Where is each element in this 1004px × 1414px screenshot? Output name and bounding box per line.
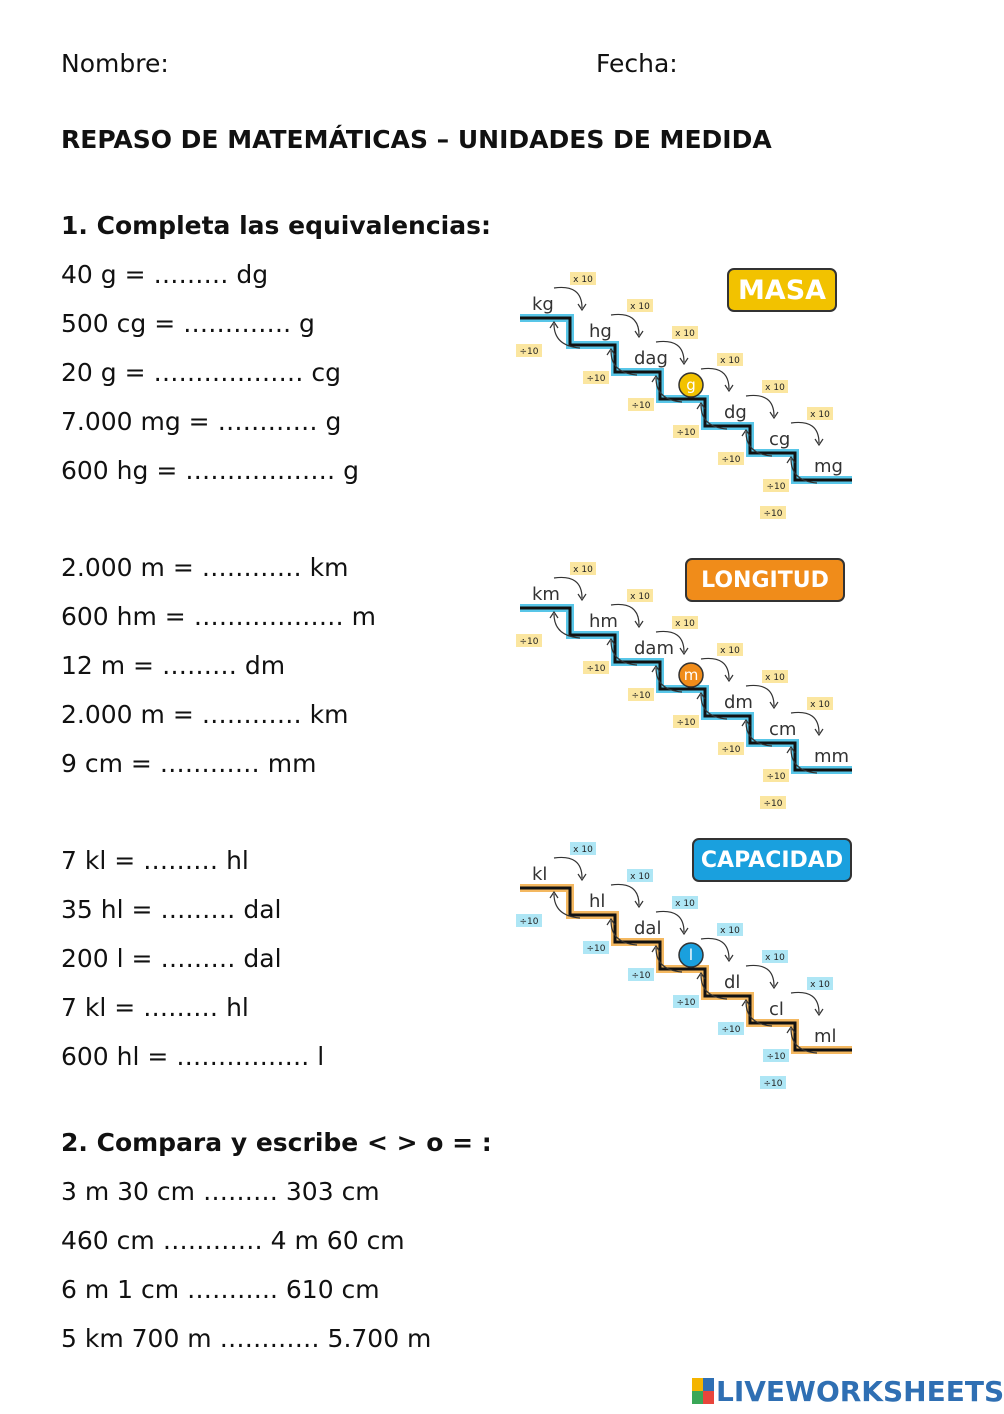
- capacidad-diagram: [510, 828, 855, 1089]
- divide-tag-label: ÷10: [586, 664, 606, 674]
- unit-label: m: [683, 666, 699, 684]
- capacidad-exercise: 600 hl = ……………. l: [61, 1042, 325, 1071]
- unit-label: mm: [814, 746, 850, 767]
- unit-label: dal: [634, 918, 662, 939]
- unit-label: cm: [769, 719, 797, 740]
- divide-tag-label: ÷10: [586, 374, 606, 384]
- section1-heading: 1. Completa las equivalencias:: [61, 211, 491, 240]
- divide-tag-label: ÷10: [519, 917, 539, 927]
- capacidad-exercise: 7 kl = ……… hl: [61, 993, 249, 1022]
- divide-tag-label: ÷10: [763, 1079, 783, 1089]
- multiply-tag-label: x 10: [675, 619, 695, 629]
- unit-label: mg: [814, 456, 843, 477]
- brand-name: LIVEWORKSHEETS: [716, 1374, 1004, 1408]
- longitud-title-badge: LONGITUD: [685, 558, 845, 602]
- unit-label: hg: [589, 321, 612, 342]
- divide-tag-label: ÷10: [721, 1025, 741, 1035]
- unit-label: dag: [634, 348, 668, 369]
- multiply-tag-label: x 10: [765, 383, 785, 393]
- masa-exercise: 40 g = ……… dg: [61, 260, 269, 289]
- multiply-arrow: [701, 658, 729, 679]
- capacidad-exercise: 7 kl = ……… hl: [61, 846, 249, 875]
- multiply-tag-label: x 10: [765, 953, 785, 963]
- unit-label: hl: [589, 891, 606, 912]
- capacidad-title-badge: CAPACIDAD: [692, 838, 852, 882]
- multiply-arrow: [791, 992, 819, 1013]
- multiply-tag-label: x 10: [810, 700, 830, 710]
- liveworksheets-logo: [692, 1373, 1004, 1409]
- multiply-tag-label: x 10: [630, 872, 650, 882]
- masa-title-badge: MASA: [727, 268, 837, 312]
- masa-exercise: 20 g = ……………… cg: [61, 358, 342, 387]
- multiply-tag-label: x 10: [630, 592, 650, 602]
- multiply-tag-label: x 10: [720, 646, 740, 656]
- masa-exercise: 500 cg = …………. g: [61, 309, 315, 338]
- multiply-tag-label: x 10: [630, 302, 650, 312]
- longitud-exercise: 600 hm = ……………… m: [61, 602, 377, 631]
- date-label: Fecha:: [596, 49, 678, 78]
- divide-tag-label: ÷10: [676, 998, 696, 1008]
- staircase-line: [520, 318, 852, 480]
- longitud-exercise: 12 m = ……… dm: [61, 651, 286, 680]
- multiply-arrow: [791, 422, 819, 443]
- divide-tag-label: ÷10: [676, 718, 696, 728]
- masa-exercise: 600 hg = ……………… g: [61, 456, 360, 485]
- capacidad-exercise: 35 hl = ……… dal: [61, 895, 282, 924]
- multiply-tag-label: x 10: [675, 329, 695, 339]
- unit-label: g: [686, 376, 696, 394]
- divide-tag-label: ÷10: [631, 971, 651, 981]
- compare-item: 6 m 1 cm ……….. 610 cm: [61, 1275, 380, 1304]
- multiply-tag-label: x 10: [720, 356, 740, 366]
- unit-label: cg: [769, 429, 791, 450]
- longitud-exercise: 9 cm = ………… mm: [61, 749, 317, 778]
- divide-tag-label: ÷10: [763, 509, 783, 519]
- divide-tag-label: ÷10: [631, 691, 651, 701]
- masa-exercise: 7.000 mg = ………… g: [61, 407, 342, 436]
- name-label: Nombre:: [61, 49, 169, 78]
- divide-tag-label: ÷10: [766, 772, 786, 782]
- divide-tag-label: ÷10: [519, 637, 539, 647]
- compare-item: 3 m 30 cm ……… 303 cm: [61, 1177, 380, 1206]
- unit-label: l: [688, 946, 694, 964]
- multiply-arrow: [701, 368, 729, 389]
- multiply-arrow: [554, 287, 582, 308]
- divide-tag-label: ÷10: [766, 1052, 786, 1062]
- multiply-arrow: [611, 884, 639, 905]
- divide-tag-label: ÷10: [766, 482, 786, 492]
- unit-label: kl: [532, 864, 548, 885]
- masa-diagram: [510, 258, 855, 519]
- multiply-arrow: [554, 857, 582, 878]
- divide-tag-label: ÷10: [676, 428, 696, 438]
- staircase-line: [520, 608, 852, 770]
- longitud-diagram: [510, 548, 855, 809]
- divide-tag-label: ÷10: [721, 455, 741, 465]
- compare-item: 460 cm ………… 4 m 60 cm: [61, 1226, 405, 1255]
- multiply-tag-label: x 10: [810, 410, 830, 420]
- multiply-tag-label: x 10: [675, 899, 695, 909]
- multiply-tag-label: x 10: [573, 275, 593, 285]
- multiply-arrow: [746, 395, 774, 416]
- compare-item: 5 km 700 m ………… 5.700 m: [61, 1324, 432, 1353]
- capacidad-exercise: 200 l = ……… dal: [61, 944, 282, 973]
- unit-label: km: [532, 584, 560, 605]
- longitud-exercise: 2.000 m = ………… km: [61, 700, 349, 729]
- multiply-arrow: [746, 965, 774, 986]
- unit-label: ml: [814, 1026, 837, 1047]
- unit-label: dg: [724, 402, 747, 423]
- section2-heading: 2. Compara y escribe < > o = :: [61, 1128, 492, 1157]
- multiply-tag-label: x 10: [810, 980, 830, 990]
- divide-tag-label: ÷10: [721, 745, 741, 755]
- multiply-tag-label: x 10: [720, 926, 740, 936]
- multiply-tag-label: x 10: [573, 845, 593, 855]
- multiply-arrow: [611, 314, 639, 335]
- multiply-arrow: [701, 938, 729, 959]
- divide-tag-label: ÷10: [519, 347, 539, 357]
- divide-tag-label: ÷10: [763, 799, 783, 809]
- logo-mark-icon: [692, 1378, 714, 1404]
- unit-label: cl: [769, 999, 784, 1020]
- page-title: REPASO DE MATEMÁTICAS – UNIDADES DE MEDIDA: [61, 125, 772, 154]
- unit-label: dm: [724, 692, 753, 713]
- staircase-line: [520, 888, 852, 1050]
- divide-tag-label: ÷10: [631, 401, 651, 411]
- unit-label: kg: [532, 294, 554, 315]
- multiply-tag-label: x 10: [765, 673, 785, 683]
- multiply-tag-label: x 10: [573, 565, 593, 575]
- divide-tag-label: ÷10: [586, 944, 606, 954]
- unit-label: dam: [634, 638, 674, 659]
- longitud-exercise: 2.000 m = ………… km: [61, 553, 349, 582]
- unit-label: hm: [589, 611, 618, 632]
- unit-label: dl: [724, 972, 741, 993]
